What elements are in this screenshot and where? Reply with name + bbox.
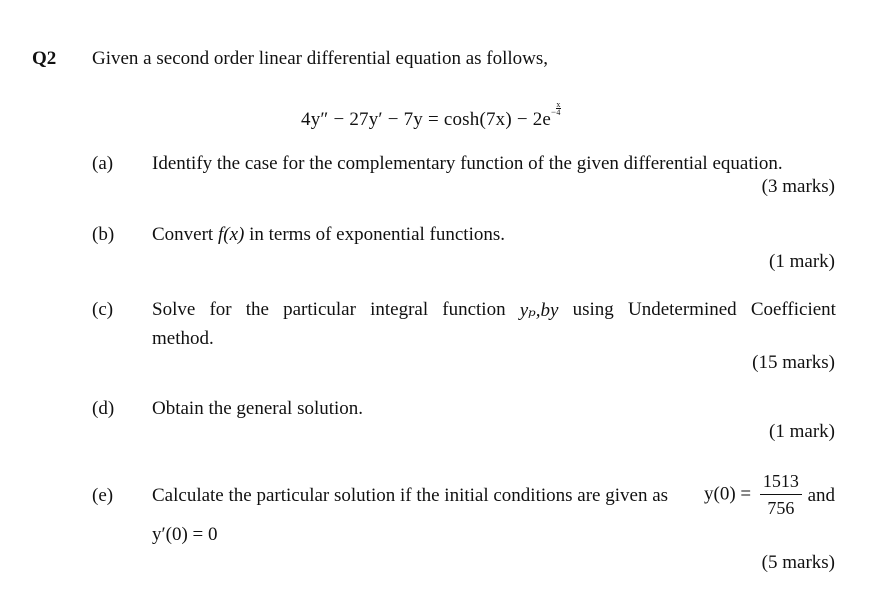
part-c-word: using (572, 299, 614, 320)
part-c-line1 (152, 299, 836, 322)
part-b-text-after: in terms of exponential functions. (249, 224, 506, 245)
part-c-word: Solve (152, 299, 196, 320)
part-e-label: (e) (92, 485, 114, 506)
part-e-condition-2: y′(0) = 0 (152, 524, 218, 545)
exponent-sign: − (551, 107, 557, 117)
part-c-word-yp: yₚ,by (519, 300, 559, 321)
part-c-label: (c) (92, 299, 114, 320)
part-a-label: (a) (92, 153, 114, 174)
part-b-marks: (1 mark) (769, 251, 835, 272)
part-a-marks: (3 marks) (761, 176, 835, 197)
question-intro: Given a second order linear differential equation as follows, (92, 48, 549, 69)
part-c-word: function (442, 299, 506, 320)
part-e-marks: (5 marks) (761, 552, 835, 573)
equation-exponent (551, 100, 561, 130)
part-c-word: Coefficient (750, 299, 836, 320)
question-number: Q2 (32, 48, 57, 69)
part-b-math: f(x) (217, 224, 245, 245)
part-c-word: integral (370, 299, 429, 320)
part-b-label: (b) (92, 224, 115, 245)
exponent-numerator: x (556, 100, 561, 109)
part-e-condition-1 (704, 468, 806, 521)
condition-1-lhs: y(0) = (704, 483, 752, 505)
exponent-denominator: 4 (556, 108, 561, 117)
condition-1-numerator: 1513 (760, 468, 802, 495)
part-c-word: for (209, 299, 232, 320)
part-d-marks: (1 mark) (769, 421, 835, 442)
exponent-fraction (556, 101, 560, 116)
condition-1-denominator: 756 (767, 498, 795, 518)
equation-lhs: 4y″ − 27y′ − 7y = cosh(7x) − 2e (301, 109, 552, 130)
part-c-word: particular (283, 299, 356, 320)
part-c-word: Undetermined (627, 299, 737, 320)
part-b-text (152, 224, 505, 246)
part-c-marks: (15 marks) (752, 352, 835, 373)
part-e-text: Calculate the particular solution if the initial conditions are given as (152, 485, 669, 506)
differential-equation (301, 101, 561, 131)
part-b-text-before: Convert (152, 224, 214, 245)
condition-1-fraction (760, 468, 802, 521)
part-d-label: (d) (92, 398, 115, 419)
part-a-text: Identify the case for the complementary function of the given differential equation. (152, 153, 783, 174)
part-e-conjunction: and (807, 485, 835, 506)
part-c-word: the (245, 299, 269, 320)
part-d-text: Obtain the general solution. (152, 398, 364, 419)
part-c-line2: method. (152, 328, 214, 349)
